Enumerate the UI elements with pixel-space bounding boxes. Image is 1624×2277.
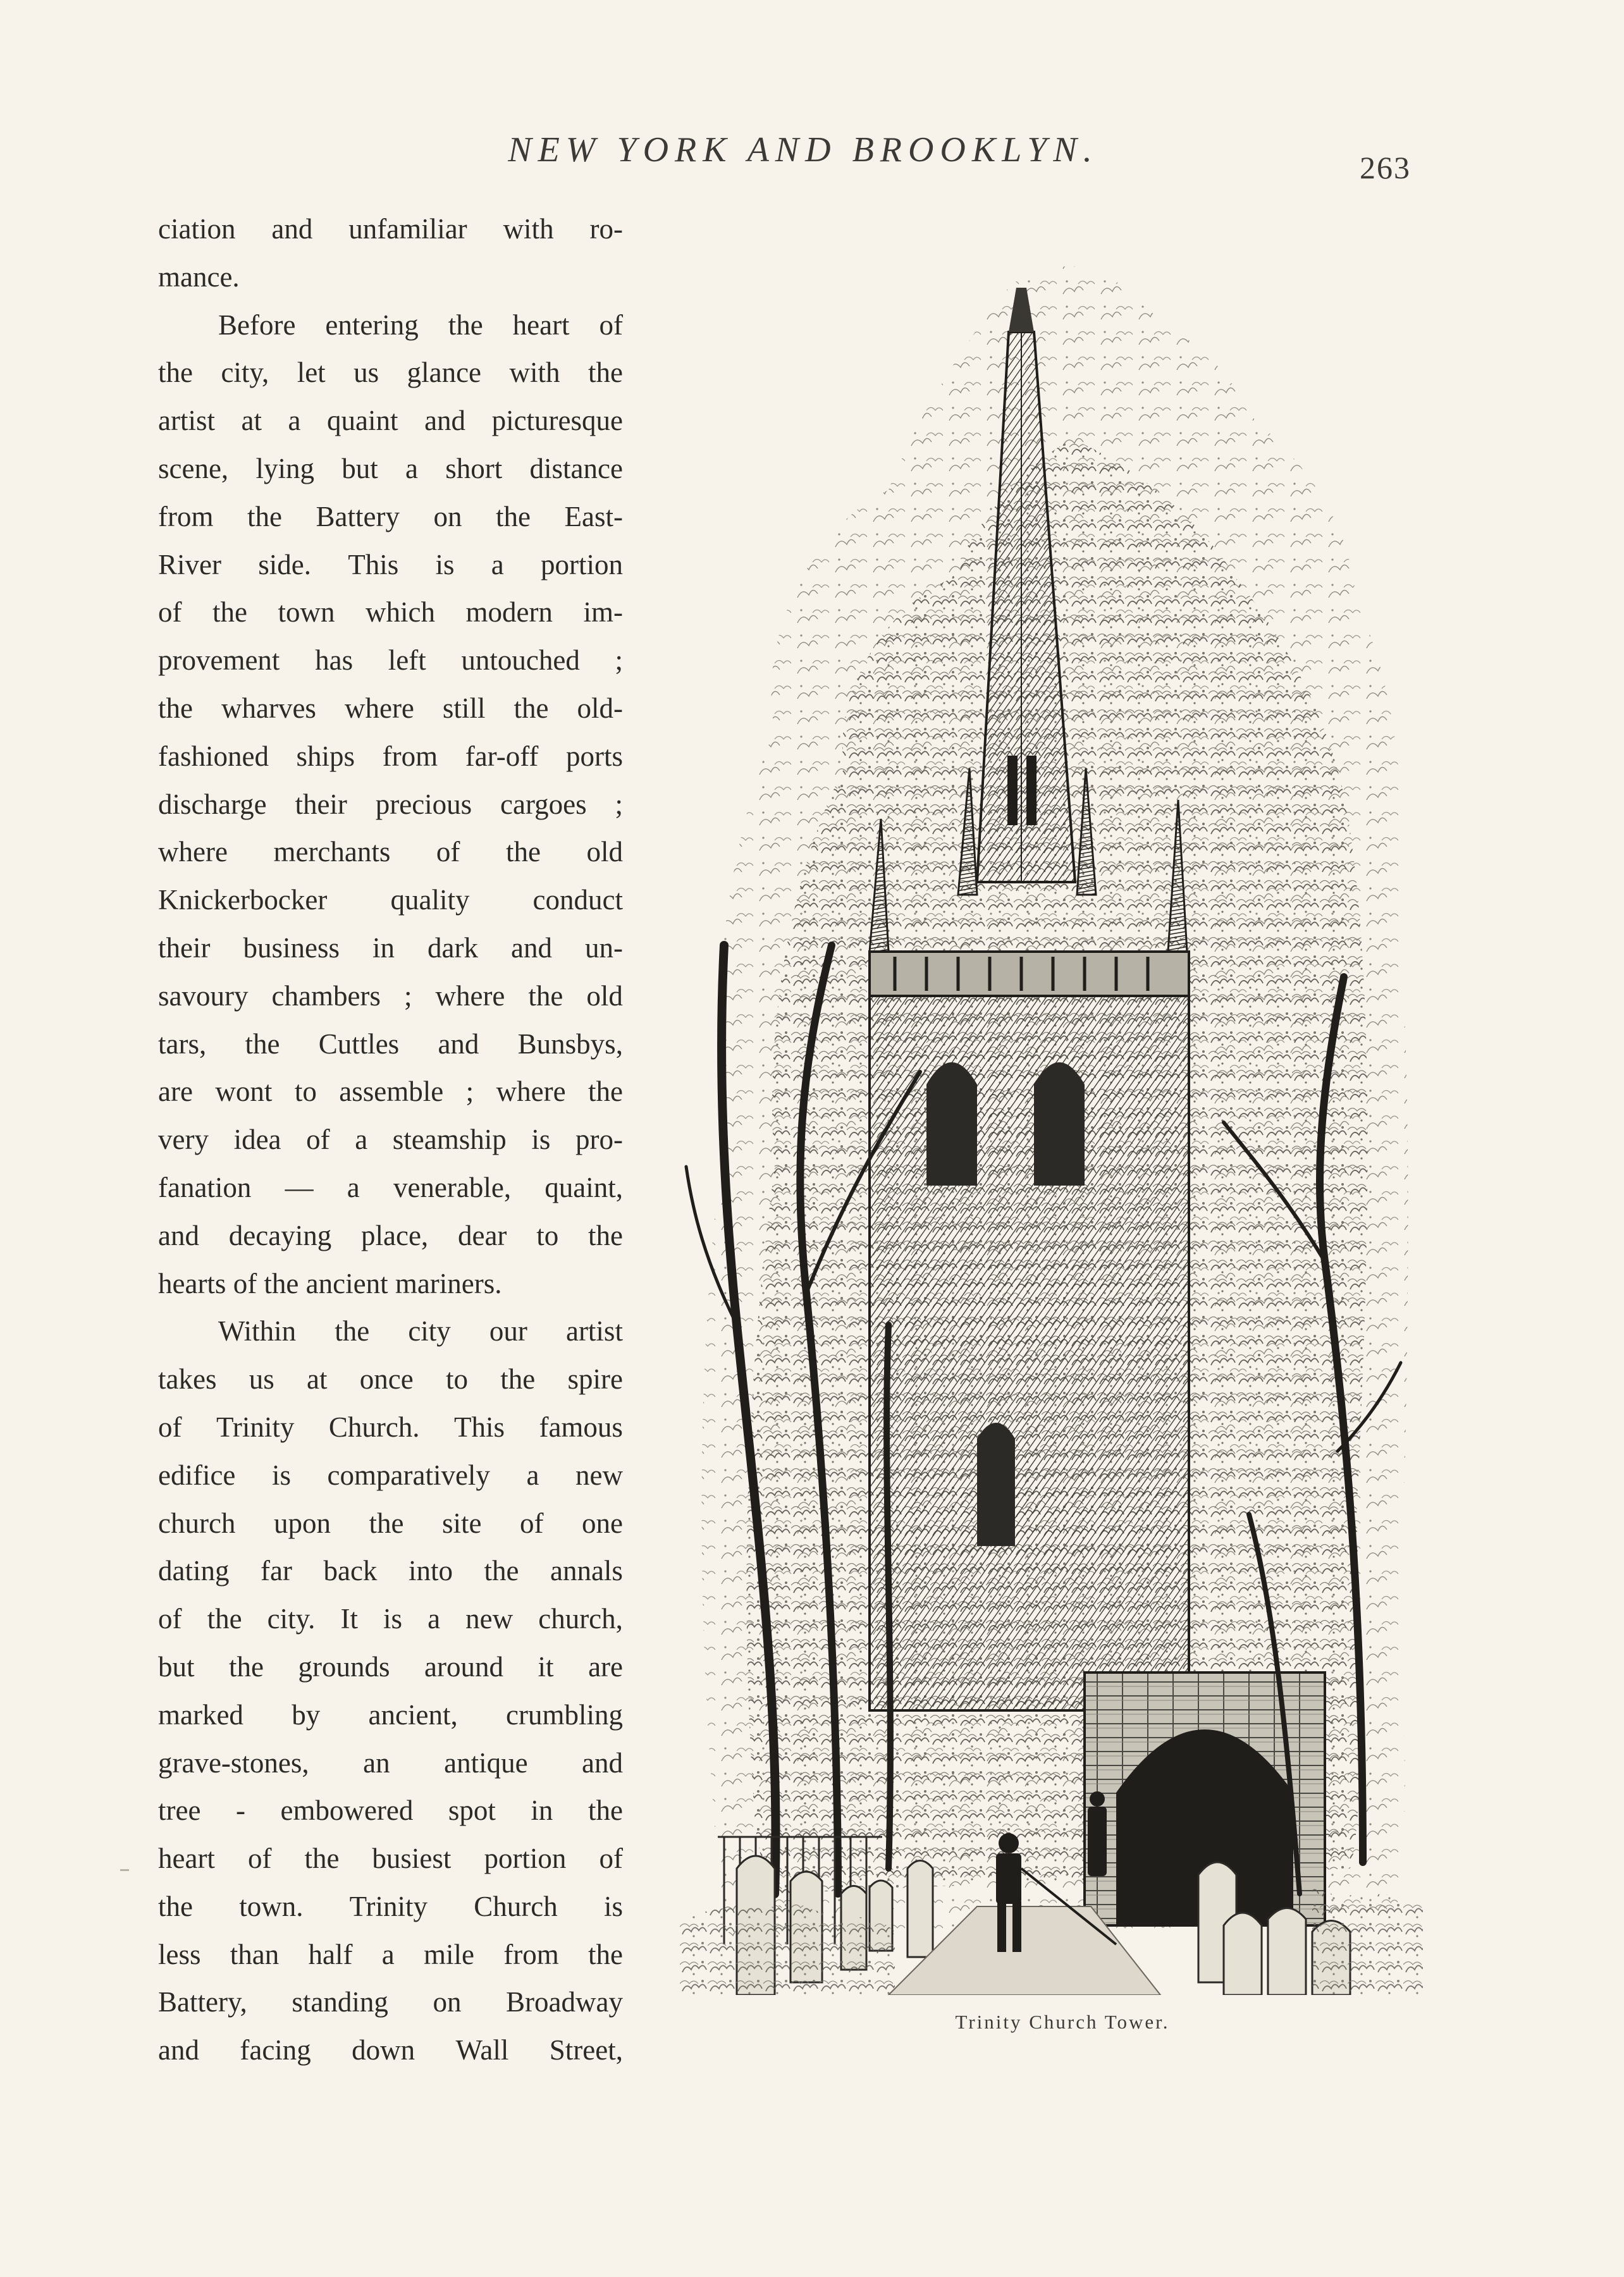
word: famous: [539, 1411, 623, 1443]
word: let: [297, 357, 326, 389]
text-line: [158, 1979, 623, 2027]
text-line: [158, 1740, 623, 1788]
word: of: [306, 1124, 330, 1156]
word: of: [599, 1843, 623, 1875]
word: a: [381, 1938, 395, 1970]
word: a: [491, 548, 504, 580]
text-line: [158, 1021, 623, 1069]
word: glance: [407, 357, 482, 389]
word: annals: [550, 1555, 623, 1587]
word: of: [158, 1603, 182, 1635]
word: their: [158, 931, 211, 964]
word: conduct: [532, 884, 623, 916]
word: Church: [474, 1890, 558, 1922]
word: old: [586, 979, 623, 1012]
word: This: [454, 1411, 505, 1443]
word: is: [383, 1603, 403, 1635]
word: a: [526, 1459, 539, 1491]
word: place,: [361, 1219, 429, 1251]
word: Knickerbocker: [158, 884, 328, 916]
word: of: [158, 1411, 182, 1443]
word: are: [158, 1076, 193, 1108]
word: city: [408, 1315, 451, 1347]
word: has: [315, 644, 354, 677]
word: and: [271, 213, 313, 245]
word: precious: [375, 788, 472, 820]
word: at: [241, 405, 262, 437]
word: the: [588, 1938, 623, 1970]
word: half: [308, 1938, 353, 1970]
text-line-content: hearts of the ancient mariners.: [158, 1267, 502, 1299]
word: lying: [255, 452, 314, 484]
word: and: [158, 2034, 199, 2066]
word: and: [582, 1746, 623, 1779]
word: Battery,: [158, 1986, 247, 2018]
word: in: [531, 1795, 553, 1827]
word: assemble: [339, 1076, 444, 1108]
word: an: [363, 1746, 390, 1779]
word: takes: [158, 1363, 217, 1396]
word: the: [588, 1219, 623, 1251]
word: us: [354, 357, 379, 389]
word: the: [587, 357, 623, 389]
word: spot: [448, 1795, 496, 1827]
text-line: [158, 302, 623, 350]
word: the: [528, 979, 563, 1012]
word: of: [158, 596, 182, 629]
text-line: [158, 206, 623, 254]
word: grounds: [298, 1650, 390, 1683]
word: ships: [296, 740, 355, 772]
word: Bunsbys,: [517, 1028, 623, 1060]
text-line: [158, 589, 623, 637]
text-line: [158, 1931, 623, 1979]
word: where: [158, 836, 228, 868]
word: ;: [403, 979, 412, 1012]
word: is: [435, 548, 455, 580]
word: —: [285, 1171, 314, 1203]
text-line: [158, 1835, 623, 1883]
word: old: [586, 836, 623, 868]
text-line: [158, 493, 623, 541]
word: the: [448, 309, 483, 341]
word: mile: [424, 1938, 474, 1970]
word: of: [247, 1843, 272, 1875]
word: from: [158, 500, 214, 532]
word: tree: [158, 1795, 201, 1827]
word: the: [335, 1315, 370, 1347]
word: but: [341, 452, 378, 484]
word: still: [442, 692, 486, 724]
word: savoury: [158, 979, 249, 1012]
word: church: [158, 1507, 236, 1539]
word: spire: [567, 1363, 623, 1396]
word: Church.: [328, 1411, 420, 1443]
word: their: [295, 788, 347, 820]
text-line: [158, 1547, 623, 1595]
word: which: [365, 596, 435, 629]
word: embowered: [280, 1795, 414, 1827]
word: less: [158, 1938, 201, 1970]
text-line: [158, 1356, 623, 1404]
word: portion: [484, 1843, 567, 1875]
word: Battery: [316, 500, 400, 532]
word: a: [347, 1171, 360, 1203]
word: Trinity: [349, 1890, 428, 1922]
word: with: [503, 213, 554, 245]
text-line: [158, 1404, 623, 1452]
word: ciation: [158, 213, 236, 245]
text-line: [158, 733, 623, 781]
running-title: NEW YORK AND BROOKLYN.: [508, 130, 1098, 169]
word: new: [575, 1459, 623, 1491]
word: where: [344, 692, 414, 724]
word: the: [158, 357, 193, 389]
word: the: [369, 1507, 404, 1539]
word: ;: [465, 1076, 474, 1108]
text-line: [158, 1116, 623, 1164]
word: Broadway: [506, 1986, 623, 2018]
word: dark: [428, 931, 478, 964]
text-line: [158, 1883, 623, 1931]
word: edifice: [158, 1459, 236, 1491]
word: by: [292, 1698, 321, 1731]
word: to: [536, 1219, 559, 1251]
word: from: [382, 740, 438, 772]
word: it: [538, 1650, 554, 1683]
word: quaint,: [544, 1171, 623, 1203]
word: quality: [390, 884, 470, 916]
word: our: [489, 1315, 527, 1347]
word: new: [465, 1603, 514, 1635]
word: a: [355, 1124, 368, 1156]
word: the: [514, 692, 549, 724]
word: from: [503, 1938, 559, 1970]
word: are: [588, 1650, 623, 1683]
word: where: [435, 979, 505, 1012]
trinity-church-engraving: [680, 250, 1423, 1995]
word: merchants: [273, 836, 391, 868]
word: the: [304, 1843, 340, 1875]
word: upon: [273, 1507, 331, 1539]
word: crumbling: [506, 1698, 623, 1731]
word: ancient,: [368, 1698, 458, 1731]
word: one: [582, 1507, 623, 1539]
word: provement: [158, 644, 280, 677]
word: a: [428, 1603, 441, 1635]
text-line: [158, 637, 623, 685]
word: into: [408, 1555, 453, 1587]
word: down: [352, 2034, 415, 2066]
word: once: [359, 1363, 414, 1396]
word: facing: [240, 2034, 311, 2066]
word: in: [372, 931, 395, 964]
word: busiest: [372, 1843, 452, 1875]
text-line: [158, 924, 623, 973]
word: Street,: [549, 2034, 623, 2066]
text-line: [158, 1643, 623, 1691]
text-line: [158, 1452, 623, 1500]
page-number: 263: [1360, 150, 1411, 185]
word: and: [158, 1219, 199, 1251]
text-line: [158, 1787, 623, 1835]
word: distance: [529, 452, 623, 484]
word: It: [340, 1603, 358, 1635]
word: idea: [233, 1124, 281, 1156]
word: city.: [267, 1603, 316, 1635]
word: ;: [615, 644, 623, 677]
word: dating: [158, 1555, 230, 1587]
text-line: [158, 1308, 623, 1356]
word: of: [599, 309, 623, 341]
word: side.: [258, 548, 311, 580]
word: dear: [457, 1219, 507, 1251]
word: back: [323, 1555, 378, 1587]
word: is: [271, 1459, 291, 1491]
word: to: [445, 1363, 468, 1396]
text-line: [158, 1500, 623, 1548]
word: and: [438, 1028, 479, 1060]
word: River: [158, 548, 221, 580]
word: on: [433, 500, 462, 532]
word: city,: [221, 357, 269, 389]
word: This: [348, 548, 399, 580]
word: the: [158, 1890, 193, 1922]
word: un-: [584, 931, 623, 964]
word: venerable,: [393, 1171, 512, 1203]
word: wont: [215, 1076, 273, 1108]
figure-caption: Trinity Church Tower.: [955, 2011, 1170, 2033]
word: cargoes: [500, 788, 587, 820]
text-line: [158, 1164, 623, 1212]
word: Within: [218, 1315, 297, 1347]
paper-speck: [120, 1869, 129, 1871]
text-line: [158, 1260, 623, 1308]
word: church,: [538, 1603, 623, 1635]
word: left: [388, 644, 426, 677]
word: a: [288, 405, 301, 437]
word: tars,: [158, 1028, 207, 1060]
word: of: [519, 1507, 544, 1539]
text-line: [158, 685, 623, 733]
word: artist: [565, 1315, 623, 1347]
word: is: [603, 1890, 623, 1922]
word: steamship: [392, 1124, 507, 1156]
word: at: [307, 1363, 328, 1396]
word: Cuttles: [318, 1028, 400, 1060]
text-line: [158, 541, 623, 589]
word: the: [495, 500, 531, 532]
word: a: [405, 452, 418, 484]
word: but: [158, 1650, 195, 1683]
word: the: [245, 1028, 280, 1060]
word: heart: [512, 309, 570, 341]
word: marked: [158, 1698, 243, 1731]
word: ro-: [589, 213, 623, 245]
text-line: [158, 1691, 623, 1740]
word: untouched: [461, 644, 580, 677]
word: old-: [577, 692, 623, 724]
word: far-off: [465, 740, 539, 772]
word: the: [587, 1076, 623, 1108]
word: the: [158, 692, 193, 724]
word: -: [235, 1795, 245, 1827]
word: fashioned: [158, 740, 269, 772]
word: im-: [583, 596, 623, 629]
word: East-: [564, 500, 623, 532]
word: heart: [158, 1843, 215, 1875]
word: the: [500, 1363, 536, 1396]
word: grave-stones,: [158, 1746, 309, 1779]
word: comparatively: [327, 1459, 490, 1491]
text-line: [158, 397, 623, 445]
word: unfamiliar: [348, 213, 467, 245]
text-line: [158, 1068, 623, 1116]
word: wharves: [221, 692, 316, 724]
word: of: [436, 836, 460, 868]
word: very: [158, 1124, 209, 1156]
word: with: [509, 357, 560, 389]
word: decaying: [228, 1219, 332, 1251]
word: and: [510, 931, 552, 964]
word: town: [278, 596, 335, 629]
word: to: [294, 1076, 317, 1108]
body-text-column: [158, 206, 623, 2075]
word: on: [433, 1986, 462, 2018]
text-line: [158, 445, 623, 493]
text-line: [158, 828, 623, 876]
word: and: [424, 405, 466, 437]
word: picturesque: [491, 405, 623, 437]
text-line: [158, 254, 623, 302]
word: the: [587, 1795, 623, 1827]
word: artist: [158, 405, 215, 437]
word: standing: [292, 1986, 388, 2018]
word: us: [249, 1363, 274, 1396]
word: around: [424, 1650, 504, 1683]
word: site: [441, 1507, 482, 1539]
word: business: [243, 931, 340, 964]
word: the: [229, 1650, 264, 1683]
word: ports: [565, 740, 623, 772]
text-line: [158, 1595, 623, 1643]
word: than: [230, 1938, 280, 1970]
word: short: [445, 452, 503, 484]
word: portion: [541, 548, 623, 580]
word: scene,: [158, 452, 229, 484]
word: Before: [218, 309, 296, 341]
word: chambers: [271, 979, 381, 1012]
word: discharge: [158, 788, 267, 820]
word: quaint: [327, 405, 398, 437]
word: the: [212, 596, 247, 629]
text-line: [158, 349, 623, 397]
word: pro-: [575, 1124, 623, 1156]
text-line: [158, 1212, 623, 1260]
text-line: [158, 781, 623, 829]
word: where: [496, 1076, 566, 1108]
text-line: [158, 876, 623, 924]
text-line-content: mance.: [158, 261, 240, 293]
word: the: [484, 1555, 519, 1587]
word: ;: [615, 788, 623, 820]
text-line: [158, 973, 623, 1021]
word: the: [505, 836, 541, 868]
word: far: [261, 1555, 292, 1587]
word: fanation: [158, 1171, 252, 1203]
word: antique: [444, 1746, 528, 1779]
word: the: [247, 500, 282, 532]
word: Trinity: [216, 1411, 295, 1443]
text-line: [158, 2027, 623, 2075]
word: Wall: [455, 2034, 509, 2066]
word: entering: [325, 309, 419, 341]
word: the: [207, 1603, 242, 1635]
word: is: [531, 1124, 551, 1156]
word: modern: [465, 596, 553, 629]
word: town.: [239, 1890, 304, 1922]
